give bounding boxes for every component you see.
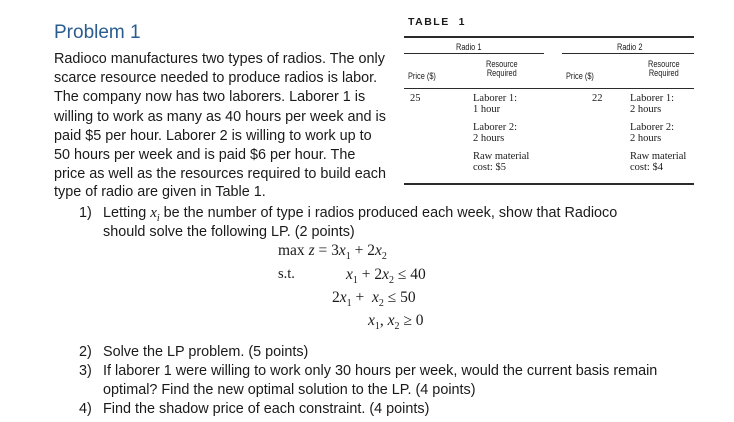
- question-3-line-2: optimal? Find the new optimal solution to the LP. (4 points): [103, 382, 476, 398]
- col-header-resource-line: Required: [648, 68, 679, 78]
- lp-constraint-2: $2x_1 + x_2 \le 50$: [332, 289, 416, 310]
- paragraph-line: The company now has two laborers. Laborer 1 is: [54, 89, 366, 106]
- paragraph-line: paid $5 per hour. Laborer 2 is willing to work up to: [54, 127, 372, 144]
- lp-nonneg: $x_1$, $x_2 \ge 0$: [368, 312, 424, 333]
- question-3-number: 3): [79, 363, 92, 379]
- question-1-var: x: [150, 205, 157, 221]
- col-header-resource-line: Resource: [648, 59, 680, 69]
- question-1-post: be the number of type i radios produced each week, show that Radioco: [159, 205, 618, 221]
- col-header-price: Price ($): [566, 71, 594, 81]
- paragraph-line: 50 hours per week and is paid $6 per hour. The: [54, 147, 356, 164]
- question-1-line-2: should solve the following LP. (2 points): [103, 224, 355, 240]
- group-header-radio1: Radio 1: [456, 42, 482, 52]
- table-label-text: TABLE: [408, 16, 450, 28]
- lp-st: s.t.: [278, 266, 295, 282]
- table-label: [408, 16, 464, 28]
- table-header-rule: [404, 88, 694, 89]
- problem-paragraph: [54, 50, 404, 184]
- radio2-resource: 2 hours: [630, 133, 662, 144]
- table-group-rule: [562, 53, 694, 54]
- lp-constraint-1: $x_1 + 2x_2 \le 40$: [346, 266, 426, 287]
- table-bottom-rule: [404, 183, 694, 185]
- question-4: Find the shadow price of each constraint. (4 points): [103, 401, 430, 417]
- radio1-resource: Laborer 2:: [473, 122, 518, 133]
- question-2: Solve the LP problem. (5 points): [103, 344, 309, 360]
- radio1-resource: Laborer 1:: [473, 93, 518, 104]
- question-1-sub: i: [156, 212, 160, 224]
- col-header-price: Price ($): [408, 71, 436, 81]
- question-3-line-1: If laborer 1 were willing to work only 30 hours per week, would the current basis remain: [103, 363, 658, 379]
- paragraph-last-line: type of radio are given in Table 1.: [54, 184, 266, 200]
- question-1-pre: Letting: [103, 205, 151, 221]
- radio2-price: 22: [592, 93, 603, 104]
- col-header-resource-line: Required: [486, 68, 517, 78]
- radio2-resource: 2 hours: [630, 104, 662, 115]
- paragraph-line: willing to work as many as 40 hours per week and is: [54, 108, 386, 125]
- radio2-resource: Laborer 1:: [630, 93, 675, 104]
- col-header-resource: [486, 60, 518, 78]
- question-4-number: 4): [79, 401, 92, 417]
- radio1-resource: 2 hours: [473, 133, 505, 144]
- radio1-resource: cost: $5: [473, 162, 506, 173]
- paragraph-line: Radioco manufactures two types of radios. The only: [54, 51, 385, 67]
- lp-objective: $\max z = 3x_1 + 2x_2$: [278, 242, 387, 263]
- col-header-resource-line: Resource: [486, 59, 518, 69]
- group-header-radio2: Radio 2: [617, 42, 643, 52]
- table-top-rule: [404, 36, 694, 38]
- radio-table: [404, 36, 694, 185]
- table-number: 1: [458, 16, 465, 28]
- radio1-price: 25: [410, 93, 421, 104]
- paragraph-line: scarce resource needed to produce radios is labor.: [54, 70, 378, 87]
- problem-title: Problem 1: [54, 22, 141, 43]
- radio2-resource: Raw material: [630, 151, 687, 162]
- table-group-rule: [404, 53, 544, 54]
- question-2-number: 2): [79, 344, 92, 360]
- radio1-resource: Raw material: [473, 151, 530, 162]
- col-header-resource: [648, 60, 680, 78]
- question-1-number: 1): [79, 205, 92, 221]
- radio1-resource: 1 hour: [473, 104, 501, 115]
- paragraph-line: price as well as the resources required to build each: [54, 166, 386, 183]
- radio2-resource: cost: $4: [630, 162, 663, 173]
- radio2-resource: Laborer 2:: [630, 122, 675, 133]
